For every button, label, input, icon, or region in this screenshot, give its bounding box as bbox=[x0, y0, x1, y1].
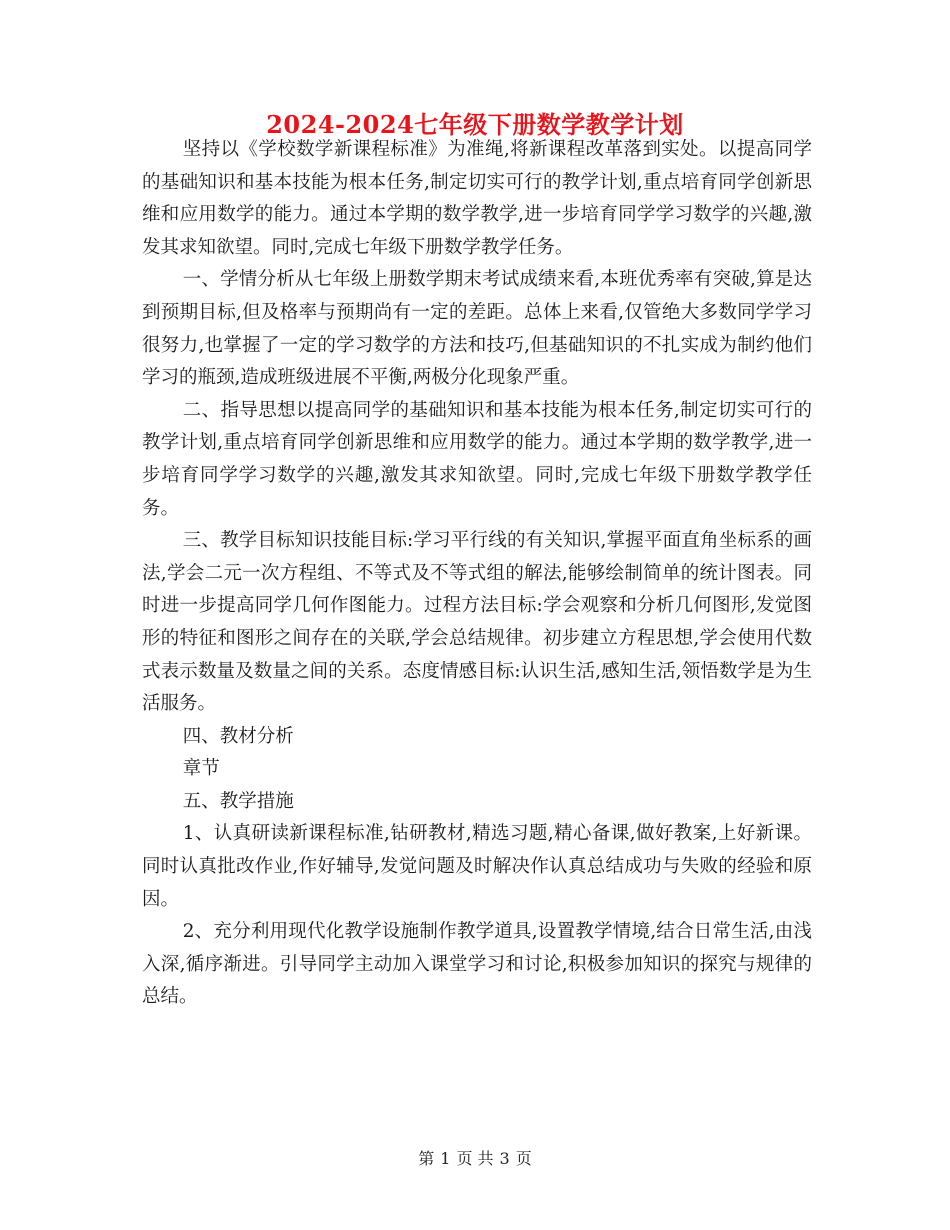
paragraph-guiding-idea: 二、指导思想以提高同学的基础知识和基本技能为根本任务,制定切实可行的教学计划,重点培育同学创新思维和应用数学的能力。通过本学期的数学教学,进一步培育同学学习数学的兴趣,激发其求知欲望。同时,完成七年级下册数学教学任务。 bbox=[142, 399, 812, 519]
paragraph-measure-1: 1、认真研读新课程标准,钻研教材,精选习题,精心备课,做好教案,上好新课。同时认真批改作业,作好辅导,发觉问题及时解决作认真总结成功与失败的经验和原因。 bbox=[142, 823, 812, 910]
paragraph-measure-2: 2、充分利用现代化教学设施制作教学道具,设置教学情境,结合日常生活,由浅入深,循序渐进。引导同学主动加入课堂学习和讨论,积极参加知识的探究与规律的总结。 bbox=[142, 921, 812, 1008]
heading-teaching-measures: 五、教学措施 bbox=[182, 790, 294, 812]
paragraph-teaching-goals: 三、教学目标知识技能目标:学习平行线的有关知识,掌握平面直角坐标系的画法,学会二元一次方程组、不等式及不等式组的解法,能够绘制简单的统计图表。同时进一步提高同学几何作图能力。过程方法目标:学会观察和分析几何图形,发觉图形的特征和图形之间存在的关联,学会总结规律。初步建立方程思想,学会使用代数式表示数量及数量之间的关系。态度情感目标:认识生活,感知生活,领悟数学是为生活服务。 bbox=[142, 530, 812, 715]
footer-total-pages: 3 bbox=[499, 1149, 510, 1168]
footer-label-page: 第 bbox=[418, 1149, 435, 1168]
document-body bbox=[142, 134, 812, 1014]
footer-label-end: 页 bbox=[515, 1149, 532, 1168]
footer-current-page: 1 bbox=[440, 1149, 451, 1168]
paragraph-student-analysis: 一、学情分析从七年级上册数学期末考试成绩来看,本班优秀率有突破,算是达到预期目标,但及格率与预期尚有一定的差距。总体上来看,仅管绝大多数同学学习很努力,也掌握了一定的学习数学的方法和技巧,但基础知识的不扎实成为制约他们学习的瓶颈,造成班级进展不平衡,两极分化现象严重。 bbox=[142, 269, 812, 389]
footer-label-of: 页 共 bbox=[456, 1149, 494, 1168]
paragraph-intro: 坚持以《学校数学新课程标准》为准绳,将新课程改革落到实处。以提高同学的基础知识和基本技能为根本任务,制定切实可行的教学计划,重点培育同学创新思维和应用数学的能力。通过本学期的数学教学,进一步培育同学学习数学的兴趣,激发其求知欲望。同时,完成七年级下册数学教学任务。 bbox=[142, 139, 812, 258]
page-footer bbox=[0, 1146, 950, 1169]
heading-textbook-analysis: 四、教材分析 bbox=[182, 725, 294, 747]
document-title: 2024-2024七年级下册数学教学计划 bbox=[266, 110, 684, 139]
heading-chapter: 章节 bbox=[182, 758, 220, 780]
